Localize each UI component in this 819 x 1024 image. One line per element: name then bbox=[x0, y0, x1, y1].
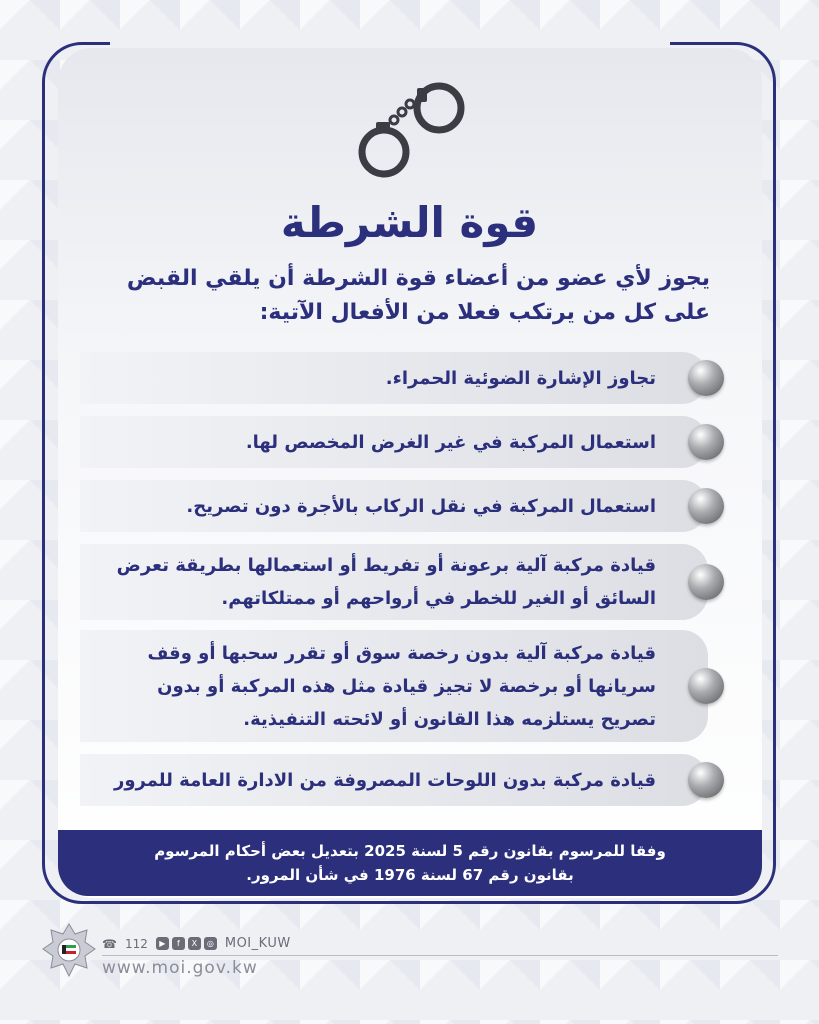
x-icon[interactable]: X bbox=[188, 937, 201, 950]
list-item-text: قيادة مركبة آلية برعونة أو تفريط أو استعمالها بطريقة تعرض السائق أو الغير للخطر في أرواحهم أو ممتلكاتهم. bbox=[116, 555, 656, 609]
contact-info bbox=[102, 936, 291, 951]
metal-ball-icon bbox=[688, 762, 724, 798]
law-reference-line1: وفقا للمرسوم بقانون رقم 5 لسنة 2025 بتعديل بعض أحكام المرسوم bbox=[154, 842, 666, 860]
instagram-icon[interactable]: ◎ bbox=[204, 937, 217, 950]
list-item bbox=[80, 544, 708, 620]
social-icons bbox=[156, 937, 217, 950]
phone-icon: ☎ bbox=[102, 936, 117, 951]
list-item-text: تجاوز الإشارة الضوئية الحمراء. bbox=[385, 367, 656, 389]
list-item bbox=[80, 352, 708, 404]
contact-bar bbox=[40, 922, 780, 992]
metal-ball-icon bbox=[688, 668, 724, 704]
list-item bbox=[80, 416, 708, 468]
intro-text: يجوز لأي عضو من أعضاء قوة الشرطة أن يلقي القبض على كل من يرتكب فعلا من الأفعال الآتية: bbox=[126, 266, 710, 325]
divider bbox=[102, 955, 778, 956]
list-item-text: قيادة مركبة بدون اللوحات المصروفة من الادارة العامة للمرور bbox=[113, 769, 656, 791]
metal-ball-icon bbox=[688, 360, 724, 396]
law-reference-line2: بقانون رقم 67 لسنة 1976 في شأن المرور. bbox=[246, 866, 574, 884]
metal-ball-icon bbox=[688, 424, 724, 460]
website-link[interactable]: www.moi.gov.kw bbox=[102, 958, 258, 978]
metal-ball-icon bbox=[688, 488, 724, 524]
law-reference-band bbox=[58, 830, 762, 896]
frame-gap bbox=[110, 35, 670, 49]
list-item-text: استعمال المركبة في نقل الركاب بالأجرة دون تصريح. bbox=[186, 495, 656, 517]
list-item bbox=[80, 480, 708, 532]
facebook-icon[interactable]: f bbox=[172, 937, 185, 950]
list-item bbox=[80, 754, 708, 806]
metal-ball-icon bbox=[688, 564, 724, 600]
phone-number: 112 bbox=[124, 936, 148, 951]
youtube-icon[interactable]: ▶ bbox=[156, 937, 169, 950]
social-handle[interactable]: MOI_KUW bbox=[224, 936, 291, 951]
list-item-text: قيادة مركبة آلية بدون رخصة سوق أو تقرر سحبها أو وقف سريانها أو برخصة لا تجيز قيادة مثل هذه المركبة أو بدون تصريح يستلزمه هذا القانون أو لائحته التنفيذية. bbox=[147, 642, 656, 730]
list-item-text: استعمال المركبة في غير الغرض المخصص لها. bbox=[245, 431, 656, 453]
page-title: قوة الشرطة bbox=[280, 198, 539, 247]
handcuffs-icon bbox=[354, 80, 469, 180]
list-item bbox=[80, 630, 708, 742]
moi-emblem-logo bbox=[42, 922, 96, 980]
